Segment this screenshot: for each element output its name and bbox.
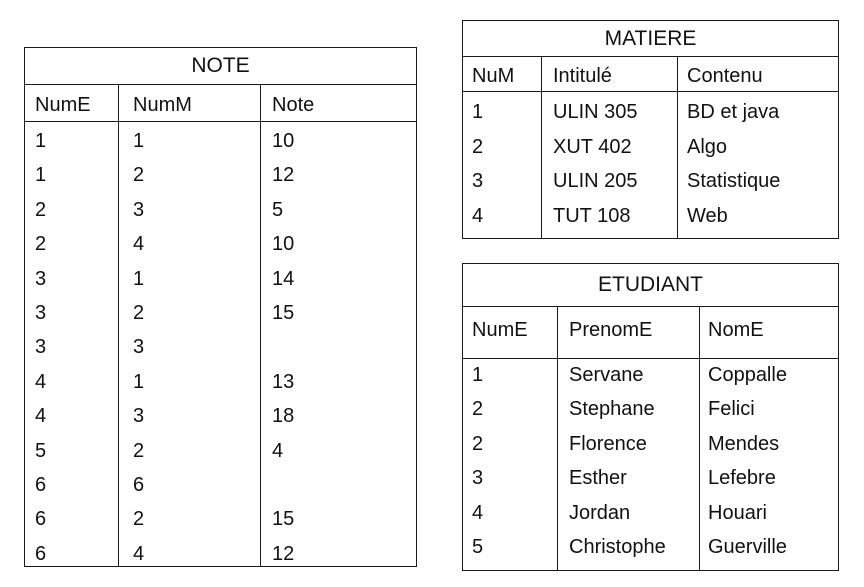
note-header-numm: NumM (133, 94, 192, 116)
note-cell: 15 (272, 508, 295, 531)
note-cell: 2 (133, 164, 145, 187)
note-cell: 18 (272, 405, 295, 428)
etudiant-cell: Christophe (569, 536, 666, 558)
etudiant-header-nume: NumE (472, 319, 528, 341)
note-cell: 2 (133, 508, 145, 531)
note-cell: 5 (272, 198, 284, 221)
note-header-note: Note (272, 94, 315, 116)
note-cell: 1 (133, 130, 145, 152)
etudiant-title: ETUDIANT (463, 264, 838, 307)
etudiant-cell: Stephane (569, 398, 655, 421)
note-cell: 3 (133, 198, 145, 221)
matiere-cell: TUT 108 (553, 205, 631, 228)
matiere-cell: 3 (472, 170, 484, 193)
note-title: NOTE (25, 48, 416, 85)
note-cell: 3 (35, 267, 47, 290)
etudiant-col-divider-2 (699, 306, 700, 570)
etudiant-cell: Servane (569, 364, 644, 386)
note-cell: 12 (272, 164, 295, 187)
etudiant-cell: Coppalle (708, 364, 787, 386)
etudiant-cell: Lefebre (708, 467, 776, 490)
matiere-cell: BD et java (687, 101, 780, 123)
note-cell: 14 (272, 267, 295, 290)
etudiant-cell: Florence (569, 432, 647, 455)
matiere-title: MATIERE (463, 21, 838, 57)
note-cell: 1 (35, 164, 47, 187)
note-cell: 3 (35, 302, 47, 324)
etudiant-header-nome: NomE (708, 319, 764, 341)
matiere-header-contenu: Contenu (687, 65, 763, 87)
note-cell: 10 (272, 130, 295, 152)
note-cell: 6 (133, 474, 145, 496)
etudiant-table (462, 263, 839, 571)
matiere-cell: 1 (472, 101, 484, 123)
matiere-cell: Statistique (687, 170, 781, 193)
etudiant-header-prenome: PrenomE (569, 319, 653, 341)
matiere-header-intitule: Intitulé (553, 65, 612, 87)
matiere-col-divider-1 (541, 56, 542, 238)
note-col-divider-1 (118, 84, 119, 566)
etudiant-cell: 3 (472, 467, 484, 490)
note-col-divider-2 (260, 84, 261, 566)
etudiant-cell: Esther (569, 467, 627, 490)
note-cell: 3 (133, 336, 145, 359)
note-cell: 10 (272, 233, 295, 256)
note-cell: 4 (35, 405, 47, 428)
etudiant-col-divider-1 (557, 306, 558, 570)
note-cell: 3 (133, 405, 145, 428)
etudiant-cell: Houari (708, 501, 767, 524)
etudiant-cell: 2 (472, 432, 484, 455)
note-header-nume: NumE (35, 94, 91, 116)
matiere-cell: 4 (472, 205, 484, 228)
note-cell: 6 (35, 508, 47, 531)
note-cell: 4 (133, 233, 145, 256)
etudiant-cell: Guerville (708, 536, 787, 558)
note-cell: 13 (272, 370, 295, 393)
matiere-header-num: NuM (472, 65, 515, 87)
matiere-cell: ULIN 305 (553, 101, 638, 123)
etudiant-cell: 4 (472, 501, 484, 524)
note-cell: 2 (35, 198, 47, 221)
matiere-cell: 2 (472, 135, 484, 158)
note-cell: 6 (35, 542, 47, 565)
note-table (24, 47, 417, 567)
note-cell: 15 (272, 302, 295, 324)
matiere-cell: Web (687, 205, 728, 228)
note-cell: 1 (133, 267, 145, 290)
etudiant-cell: 2 (472, 398, 484, 421)
etudiant-cell: Jordan (569, 501, 631, 524)
note-cell: 12 (272, 542, 295, 565)
note-cell: 2 (133, 439, 145, 462)
note-cell: 6 (35, 474, 47, 496)
note-cell: 1 (35, 130, 47, 152)
note-cell: 4 (35, 370, 47, 393)
note-cell: 1 (133, 370, 145, 393)
matiere-table (462, 20, 839, 239)
matiere-cell: XUT 402 (553, 135, 632, 158)
etudiant-cell: Mendes (708, 432, 780, 455)
etudiant-cell: Felici (708, 398, 755, 421)
matiere-col-divider-2 (677, 56, 678, 238)
note-cell: 4 (133, 542, 145, 565)
matiere-header-divider (463, 56, 838, 92)
note-cell: 5 (35, 439, 47, 462)
etudiant-cell: 5 (472, 536, 484, 558)
note-cell: 2 (133, 302, 145, 324)
note-cell: 4 (272, 439, 284, 462)
matiere-cell: ULIN 205 (553, 170, 638, 193)
etudiant-cell: 1 (472, 364, 484, 386)
note-cell: 3 (35, 336, 47, 359)
matiere-cell: Algo (687, 135, 728, 158)
note-cell: 2 (35, 233, 47, 256)
